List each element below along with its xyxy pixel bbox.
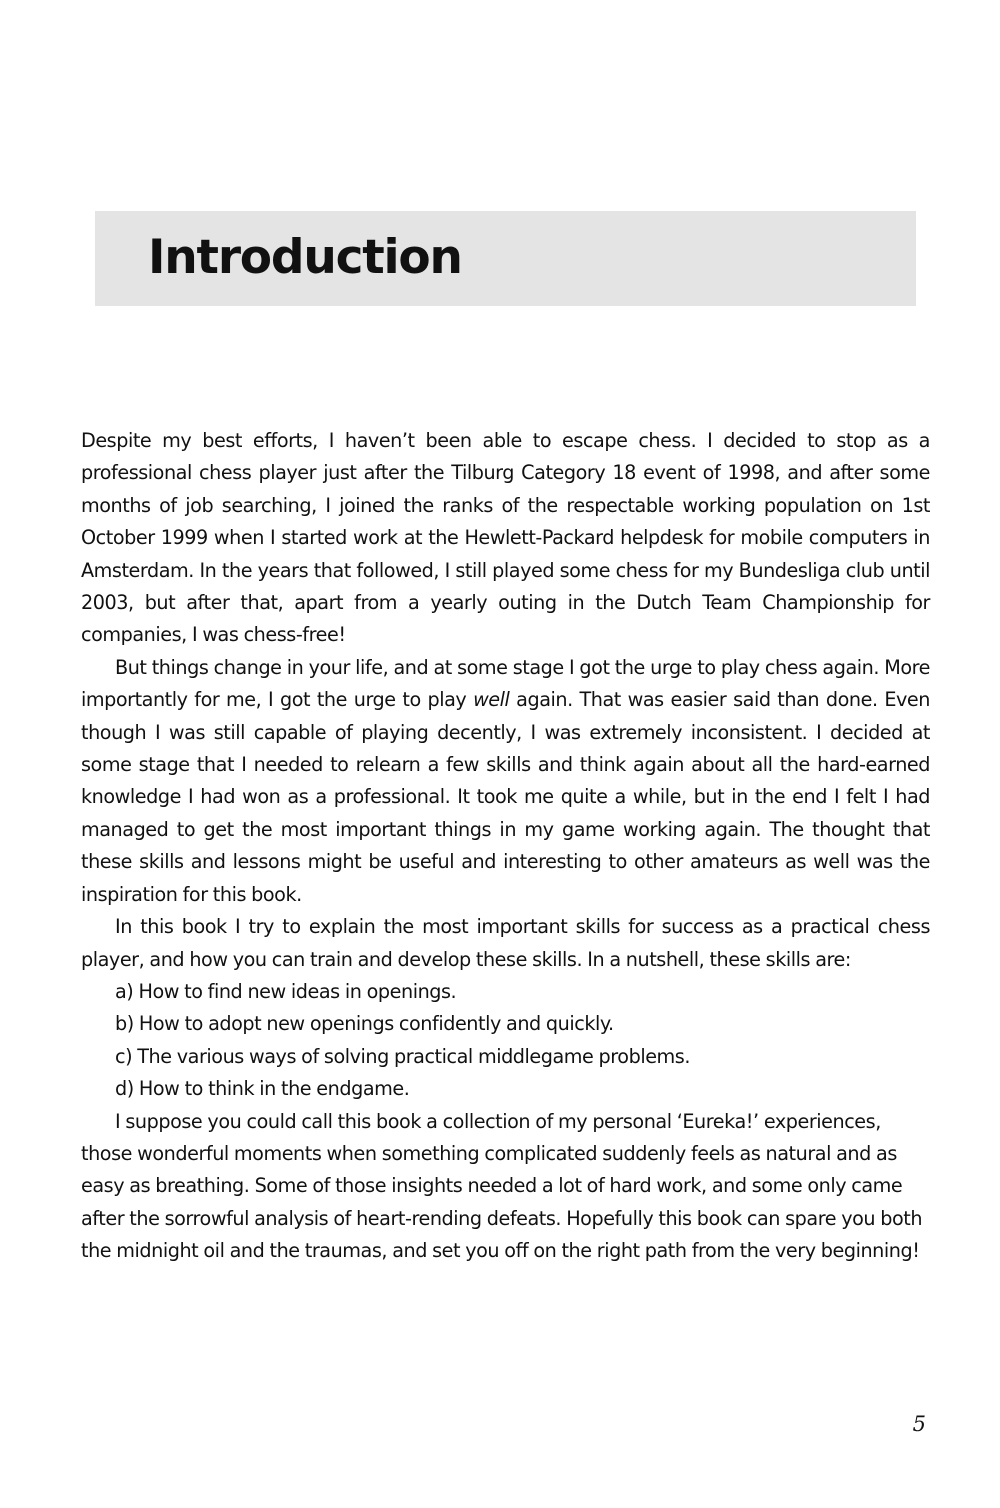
- paragraph-2-emphasis: well: [473, 688, 510, 712]
- paragraph-2: [81, 652, 930, 911]
- paragraph-2-text-after: again. That was easier said than done. Even though I was still capable of playing decently, I was extremely inconsistent. I decided at some stage that I needed to relearn a few skills and think again about all the hard-earned knowledge I had won as a professional. It took me quite a while, but in the end I felt I had managed to get the most important things in my game working again. The thought that these skills and lessons might be useful and interesting to other amateurs as well was the inspiration for this book.: [81, 688, 930, 906]
- paragraph-4: I suppose you could call this book a collection of my personal ‘Eureka!’ experiences, those wonderful moments when something complicated suddenly feels as natural and as easy as breathing. Some of those insights needed a lot of hard work, and some only came after the sorrowful analysis of heart-rending defeats. Hopefully this book can spare you both the midnight oil and the traumas, and set you off on the right path from the very beginning!: [81, 1109, 923, 1263]
- body-text: [81, 425, 930, 1268]
- list-item-b: b) How to adopt new openings confidently and quickly.: [115, 1012, 614, 1036]
- page-number: 5: [912, 1412, 926, 1436]
- paragraph-3: In this book I try to explain the most important skills for success as a practical chess player, and how you can train and develop these skills. In a nutshell, these skills are:: [81, 915, 930, 971]
- chapter-title: Introduction: [148, 230, 462, 285]
- list-item-a: a) How to find new ideas in openings.: [115, 979, 457, 1003]
- list-item-d: d) How to think in the endgame.: [115, 1077, 410, 1101]
- paragraph-2-text-before: But things change in your life, and at some stage I got the urge to play chess again. More importantly for me, I got the urge to play: [81, 655, 930, 712]
- list-item-c: c) The various ways of solving practical middlegame problems.: [115, 1044, 690, 1068]
- paragraph-1: Despite my best efforts, I haven’t been able to escape chess. I decided to stop as a professional chess player just after the Tilburg Category 18 event of 1998, and after some months of job searching, I joined the ranks of the respectable working population on 1st October 1999 when I started work at the Hewlett-Packard helpdesk for mobile computers in Amsterdam. In the years that followed, I still played some chess for my Bundesliga club until 2003, but after that, apart from a yearly outing in the Dutch Team Championship for companies, I was chess-free!: [81, 429, 930, 647]
